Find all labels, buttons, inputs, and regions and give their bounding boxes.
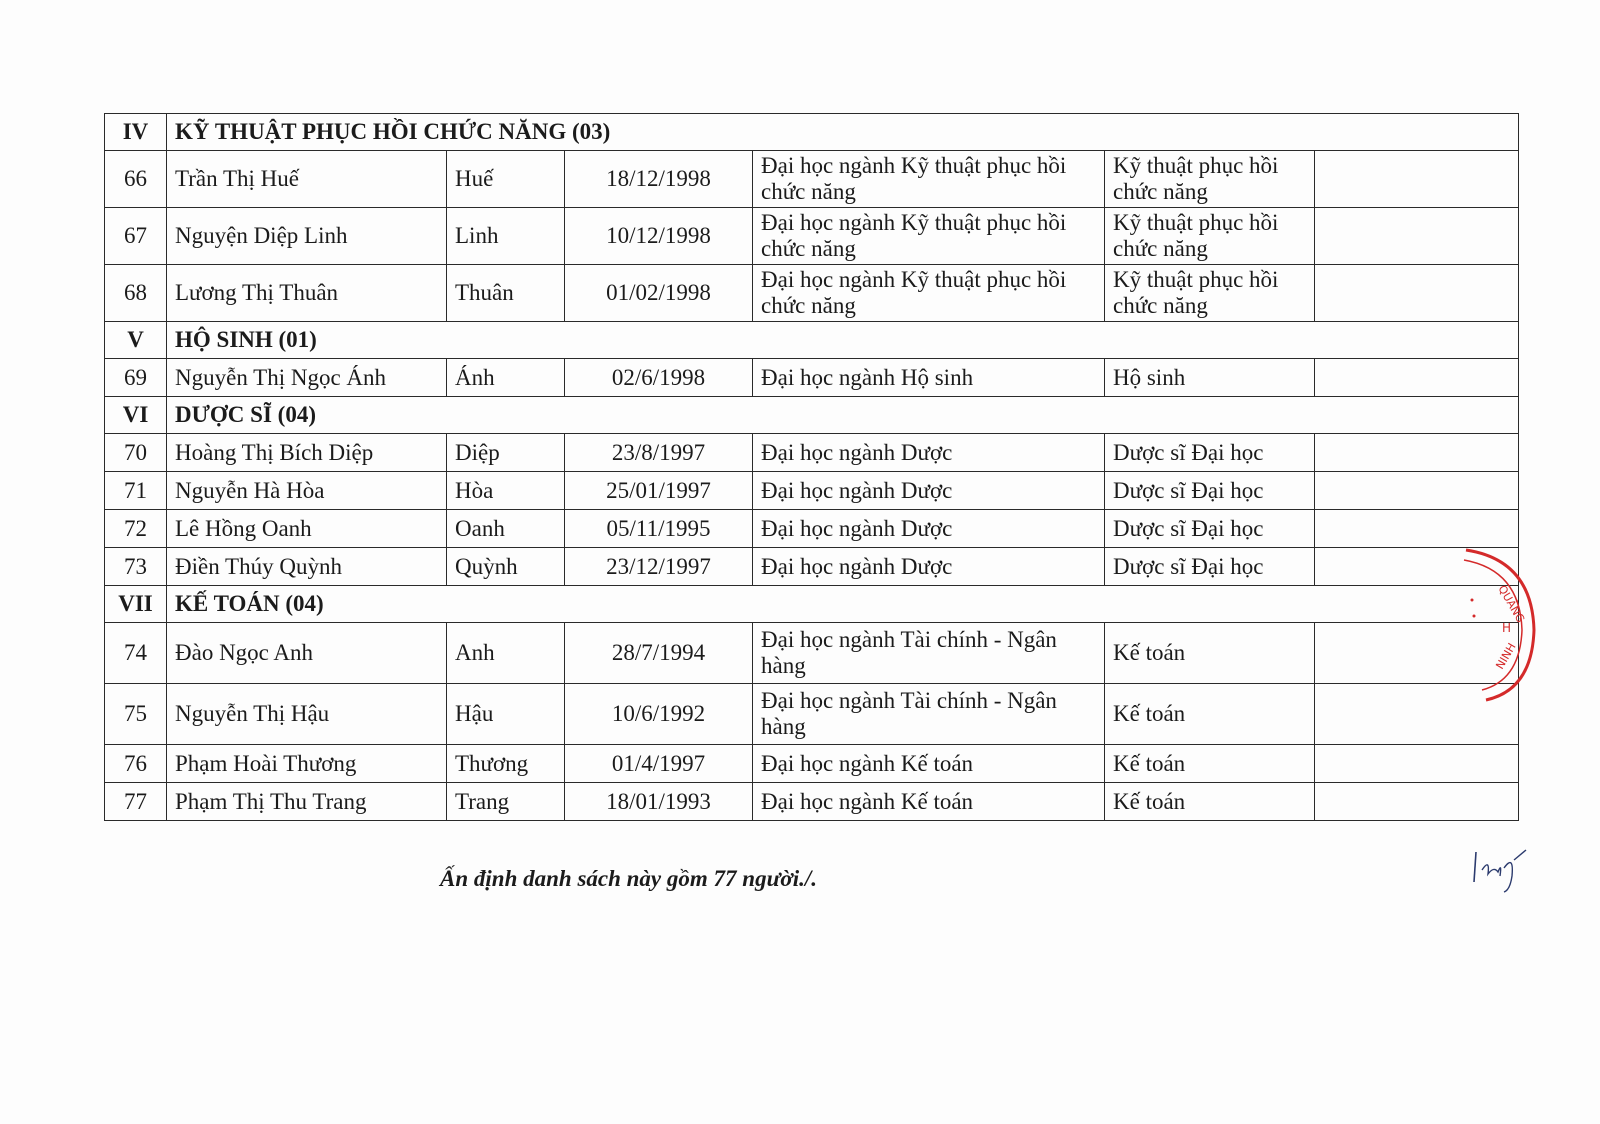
date-of-birth-cell: 18/01/1993 [565, 783, 753, 821]
row-number-cell: 71 [105, 472, 167, 510]
full-name-cell: Nguyễn Thị Ngọc Ánh [167, 359, 447, 397]
position-cell: Kế toán [1105, 745, 1315, 783]
given-name-cell: Quỳnh [447, 548, 565, 586]
position-cell: Hộ sinh [1105, 359, 1315, 397]
date-of-birth-cell: 05/11/1995 [565, 510, 753, 548]
table-row [105, 151, 1519, 208]
table-row [105, 548, 1519, 586]
full-name-cell: Điền Thúy Quỳnh [167, 548, 447, 586]
degree-cell: Đại học ngành Dược [753, 548, 1105, 586]
table-row [105, 745, 1519, 783]
official-seal-stamp [1462, 540, 1542, 710]
svg-text:NINH: NINH [1493, 640, 1519, 672]
table-row [105, 434, 1519, 472]
staff-roster-table [104, 113, 1519, 821]
position-cell: Kỹ thuật phục hồi chức năng [1105, 151, 1315, 208]
full-name-cell: Lương Thị Thuân [167, 265, 447, 322]
full-name-cell: Trần Thị Huế [167, 151, 447, 208]
section-title: KẾ TOÁN (04) [167, 586, 1519, 623]
given-name-cell: Trang [447, 783, 565, 821]
section-roman-numeral: VI [105, 397, 167, 434]
date-of-birth-cell: 18/12/1998 [565, 151, 753, 208]
date-of-birth-cell: 23/8/1997 [565, 434, 753, 472]
date-of-birth-cell: 25/01/1997 [565, 472, 753, 510]
section-roman-numeral: VII [105, 586, 167, 623]
section-header-row [105, 586, 1519, 623]
position-cell: Dược sĩ Đại học [1105, 434, 1315, 472]
given-name-cell: Linh [447, 208, 565, 265]
initials-signature [1470, 846, 1540, 896]
note-cell [1315, 783, 1519, 821]
given-name-cell: Hòa [447, 472, 565, 510]
section-roman-numeral: V [105, 322, 167, 359]
given-name-cell: Diệp [447, 434, 565, 472]
row-number-cell: 75 [105, 684, 167, 745]
position-cell: Kỹ thuật phục hồi chức năng [1105, 208, 1315, 265]
given-name-cell: Thuân [447, 265, 565, 322]
table-row [105, 359, 1519, 397]
degree-cell: Đại học ngành Hộ sinh [753, 359, 1105, 397]
row-number-cell: 72 [105, 510, 167, 548]
given-name-cell: Ánh [447, 359, 565, 397]
note-cell [1315, 472, 1519, 510]
row-number-cell: 69 [105, 359, 167, 397]
table-row [105, 208, 1519, 265]
full-name-cell: Nguyễn Thị Hậu [167, 684, 447, 745]
section-header-row [105, 322, 1519, 359]
given-name-cell: Hậu [447, 684, 565, 745]
degree-cell: Đại học ngành Kỹ thuật phục hồi chức năng [753, 265, 1105, 322]
full-name-cell: Hoàng Thị Bích Diệp [167, 434, 447, 472]
date-of-birth-cell: 10/12/1998 [565, 208, 753, 265]
row-number-cell: 77 [105, 783, 167, 821]
degree-cell: Đại học ngành Kế toán [753, 745, 1105, 783]
note-cell [1315, 151, 1519, 208]
position-cell: Kỹ thuật phục hồi chức năng [1105, 265, 1315, 322]
svg-text:H: H [1502, 621, 1512, 635]
position-cell: Kế toán [1105, 684, 1315, 745]
degree-cell: Đại học ngành Dược [753, 434, 1105, 472]
table-row [105, 684, 1519, 745]
position-cell: Kế toán [1105, 783, 1315, 821]
given-name-cell: Huế [447, 151, 565, 208]
section-header-row [105, 114, 1519, 151]
full-name-cell: Nguyễn Hà Hòa [167, 472, 447, 510]
degree-cell: Đại học ngành Tài chính - Ngân hàng [753, 623, 1105, 684]
svg-text:QUẢNG: QUẢNG [1495, 583, 1528, 626]
row-number-cell: 70 [105, 434, 167, 472]
note-cell [1315, 434, 1519, 472]
row-number-cell: 76 [105, 745, 167, 783]
roster-body [105, 114, 1519, 821]
degree-cell: Đại học ngành Kế toán [753, 783, 1105, 821]
footer-note: Ấn định danh sách này gồm 77 người./. [440, 866, 817, 891]
note-cell [1315, 745, 1519, 783]
table-row [105, 783, 1519, 821]
note-cell [1315, 359, 1519, 397]
table-row [105, 472, 1519, 510]
position-cell: Dược sĩ Đại học [1105, 510, 1315, 548]
position-cell: Dược sĩ Đại học [1105, 548, 1315, 586]
row-number-cell: 67 [105, 208, 167, 265]
given-name-cell: Thương [447, 745, 565, 783]
section-header-row [105, 397, 1519, 434]
full-name-cell: Phạm Thị Thu Trang [167, 783, 447, 821]
date-of-birth-cell: 10/6/1992 [565, 684, 753, 745]
table-row [105, 510, 1519, 548]
full-name-cell: Lê Hồng Oanh [167, 510, 447, 548]
degree-cell: Đại học ngành Kỹ thuật phục hồi chức năng [753, 208, 1105, 265]
note-cell [1315, 208, 1519, 265]
full-name-cell: Phạm Hoài Thương [167, 745, 447, 783]
position-cell: Dược sĩ Đại học [1105, 472, 1315, 510]
table-row [105, 623, 1519, 684]
row-number-cell: 74 [105, 623, 167, 684]
note-cell [1315, 265, 1519, 322]
full-name-cell: Nguyện Diệp Linh [167, 208, 447, 265]
section-title: HỘ SINH (01) [167, 322, 1519, 359]
row-number-cell: 73 [105, 548, 167, 586]
section-title: KỸ THUẬT PHỤC HỒI CHỨC NĂNG (03) [167, 114, 1519, 151]
date-of-birth-cell: 28/7/1994 [565, 623, 753, 684]
given-name-cell: Anh [447, 623, 565, 684]
row-number-cell: 68 [105, 265, 167, 322]
date-of-birth-cell: 01/02/1998 [565, 265, 753, 322]
table-row [105, 265, 1519, 322]
degree-cell: Đại học ngành Kỹ thuật phục hồi chức năng [753, 151, 1105, 208]
full-name-cell: Đào Ngọc Anh [167, 623, 447, 684]
position-cell: Kế toán [1105, 623, 1315, 684]
degree-cell: Đại học ngành Dược [753, 472, 1105, 510]
section-title: DƯỢC SĨ (04) [167, 397, 1519, 434]
given-name-cell: Oanh [447, 510, 565, 548]
degree-cell: Đại học ngành Dược [753, 510, 1105, 548]
section-roman-numeral: IV [105, 114, 167, 151]
row-number-cell: 66 [105, 151, 167, 208]
date-of-birth-cell: 02/6/1998 [565, 359, 753, 397]
date-of-birth-cell: 01/4/1997 [565, 745, 753, 783]
degree-cell: Đại học ngành Tài chính - Ngân hàng [753, 684, 1105, 745]
date-of-birth-cell: 23/12/1997 [565, 548, 753, 586]
